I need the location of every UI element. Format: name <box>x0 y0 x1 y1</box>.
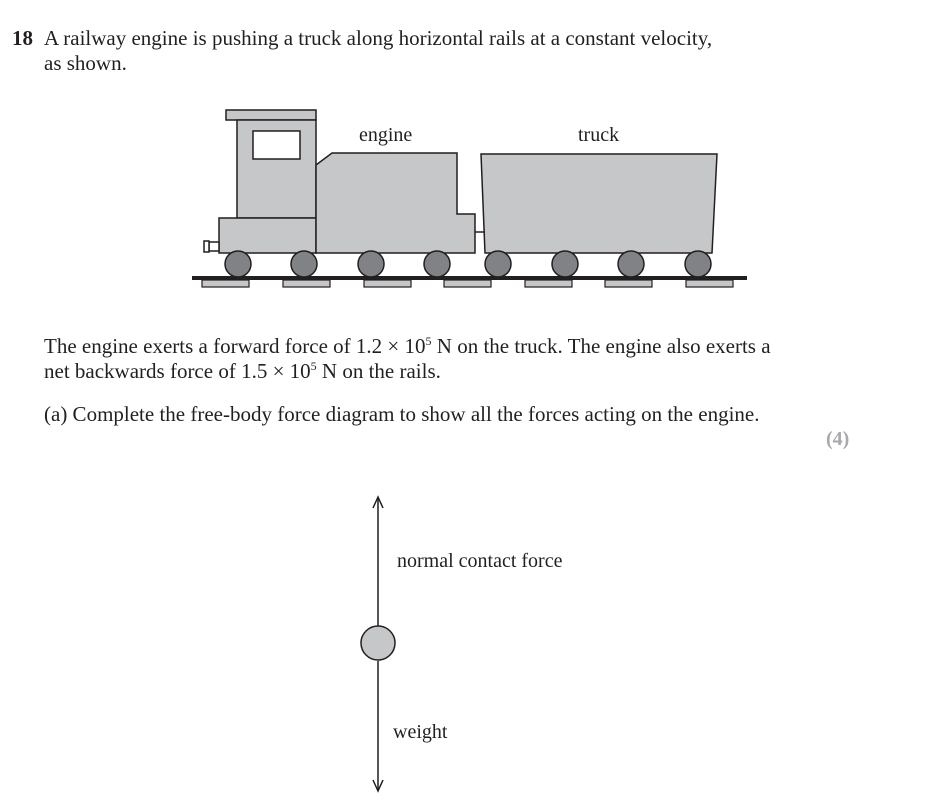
sleeper <box>364 280 411 287</box>
engine-buffer <box>209 242 219 251</box>
paragraph-line-2 <box>44 359 441 384</box>
wheel <box>618 251 644 277</box>
wheel <box>225 251 251 277</box>
wheel <box>291 251 317 277</box>
engine-label: engine <box>359 124 413 146</box>
engine-cab-roof <box>226 110 316 120</box>
weight-label: weight <box>393 721 448 743</box>
sleeper <box>686 280 733 287</box>
engine-hood <box>316 153 475 253</box>
normal-contact-force-label: normal contact force <box>397 550 563 572</box>
paragraph-line-2-b: N on the rails. <box>316 359 441 383</box>
wheel <box>685 251 711 277</box>
part-a-instruction: (a) Complete the free-body force diagram to show all the forces acting on the engine. <box>44 402 760 426</box>
paragraph-line-2-a: net backwards force of 1.5 × 10 <box>44 359 311 383</box>
truck-body <box>481 154 717 253</box>
wheel <box>358 251 384 277</box>
truck-label: truck <box>578 124 620 146</box>
paragraph-line-1-exponent: 5 <box>425 334 432 348</box>
wheel <box>552 251 578 277</box>
question-intro-line-1: A railway engine is pushing a truck along horizontal rails at a constant velocity, <box>44 26 713 50</box>
engine-base <box>219 218 316 253</box>
sleeper <box>605 280 652 287</box>
marks-label: (4) <box>826 428 850 450</box>
question-intro-line-2: as shown. <box>44 51 127 75</box>
paragraph-line-1-a: The engine exerts a forward force of 1.2 × 10 <box>44 334 426 358</box>
paragraph-line-1-b: N on the truck. The engine also exerts a <box>431 334 771 358</box>
wheel <box>424 251 450 277</box>
sleeper <box>202 280 249 287</box>
sleeper <box>525 280 572 287</box>
rail <box>192 276 747 280</box>
paragraph-line-2-exponent: 5 <box>310 359 317 373</box>
engine-cab-window <box>253 131 300 159</box>
wheel <box>485 251 511 277</box>
paragraph-line-1 <box>44 334 771 359</box>
engine-point-body <box>361 626 395 660</box>
free-body-diagram <box>361 497 395 791</box>
question-number: 18 <box>12 26 33 50</box>
sleeper <box>283 280 330 287</box>
sleeper <box>444 280 491 287</box>
